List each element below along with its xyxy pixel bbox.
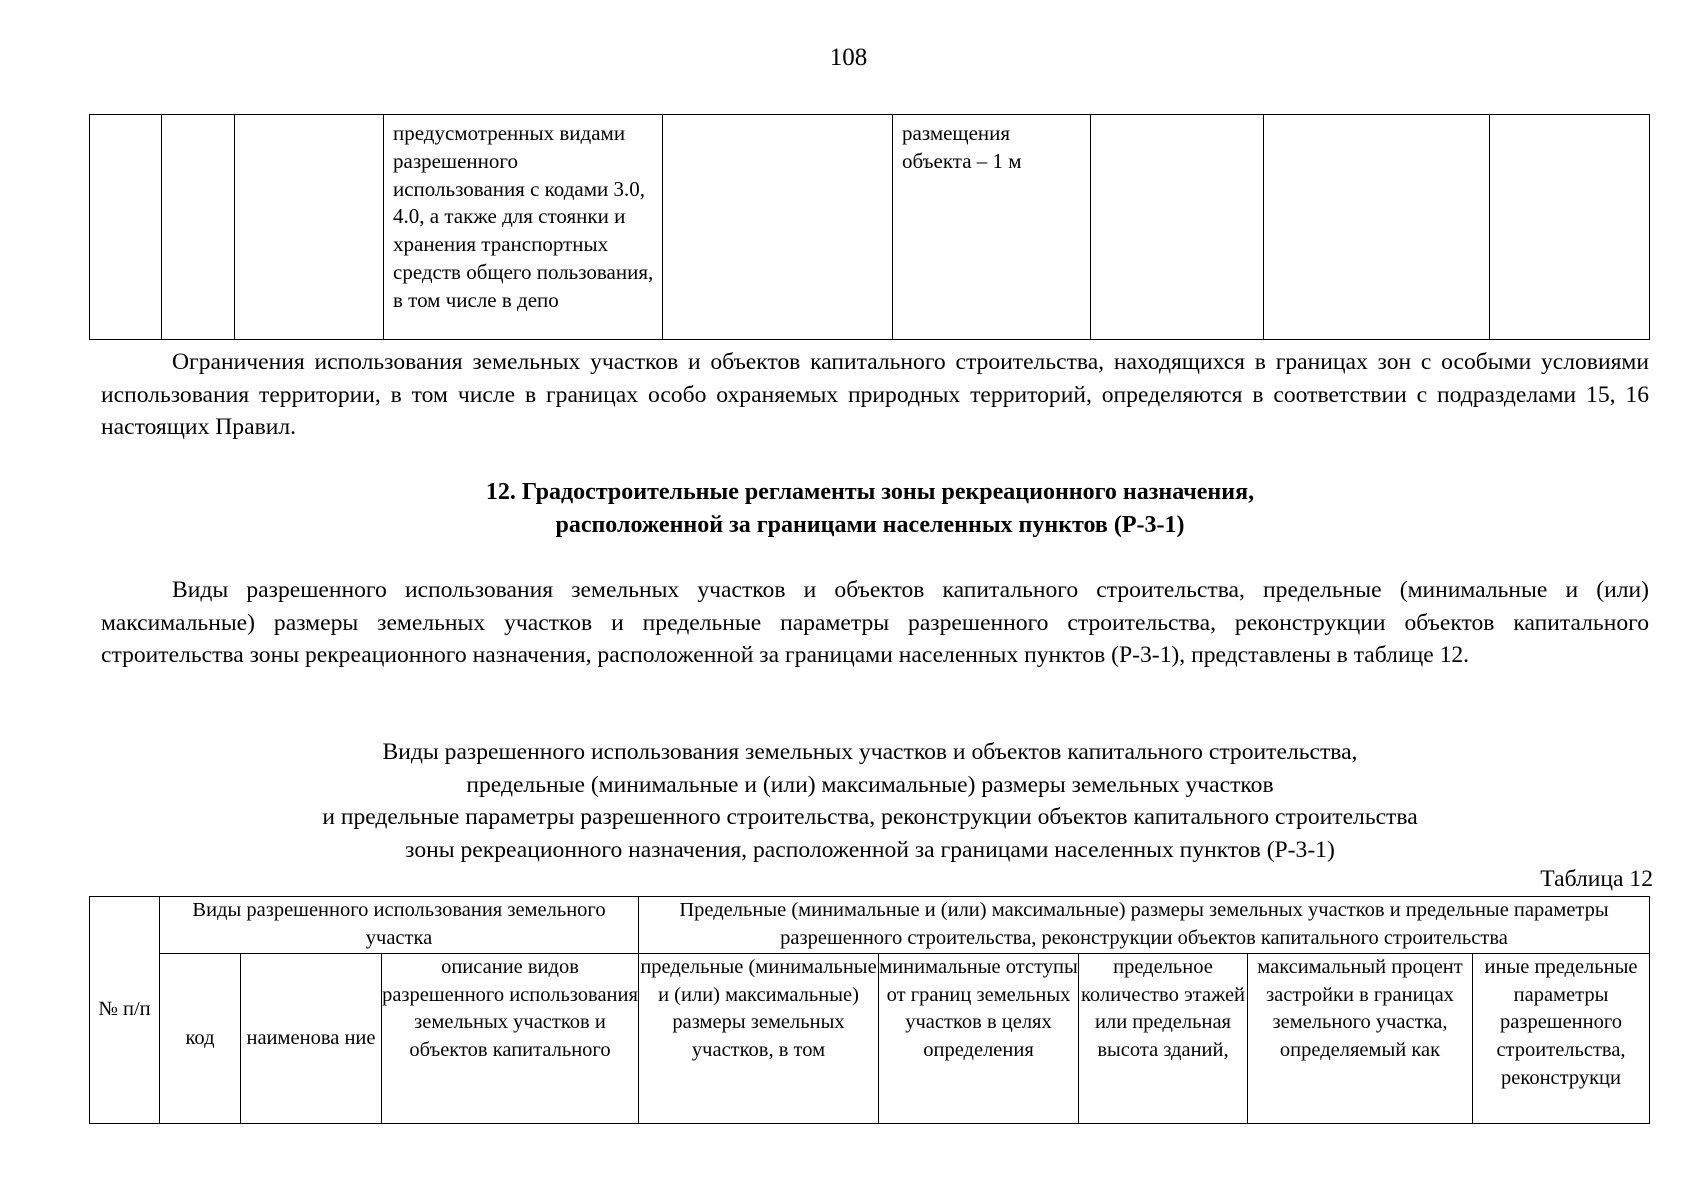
setbacks-cell: размещения объекта – 1 м: [902, 121, 1022, 173]
caption-line: Виды разрешенного использования земельных участков и объектов капитального строительства,: [382, 739, 1358, 765]
table-cell: [162, 115, 235, 340]
caption-line: и предельные параметры разрешенного строительства, реконструкции объектов капитального строительства: [322, 804, 1418, 830]
caption-line: зоны рекреационного назначения, расположенной за границами населенных пунктов (Р-3-1): [405, 836, 1335, 863]
table-cell: [663, 115, 893, 340]
header-code: код: [160, 954, 241, 1124]
section-heading: [90, 476, 1650, 542]
page-number: 108: [829, 44, 868, 71]
header-group-limits: Предельные (минимальные и (или) максимальные) размеры земельных участков и предельные параметры разрешенного строительства, реконструкции объектов капитального строительства: [639, 897, 1650, 954]
section-heading-line: 12. Градостроительные регламенты зоны рекреационного назначения,: [485, 479, 1255, 505]
header-coverage: максимальный процент застройки в границах земельного участка, определяемый как: [1248, 954, 1473, 1124]
header-floors: предельное количество этажей или предельная высота зданий,: [1079, 954, 1248, 1124]
table-cell: [1091, 115, 1264, 340]
table-cell: [1490, 115, 1650, 340]
table-number: Таблица 12: [1540, 866, 1653, 892]
table-cell: [384, 115, 663, 340]
header-sizes: предельные (минимальные и (или) максимальные) размеры земельных участков, в том: [639, 954, 879, 1124]
header-group-types: Виды разрешенного использования земельного участка: [160, 897, 639, 954]
restrictions-paragraph: Ограничения использования земельных участков и объектов капитального строительства, находящихся в границах зон с особыми условиями использования территории, в том числе в границах особо охраняемых природных территорий, определяются в соответствии с подразделами 15, 16 настоящих Правил.: [101, 349, 1649, 440]
header-setbacks: минимальные отступы от границ земельных участков в целях определения: [879, 954, 1079, 1124]
table-cell: [893, 115, 1091, 340]
header-name: наименова ние: [241, 954, 382, 1124]
header-num: № п/п: [90, 897, 160, 1124]
caption-line: предельные (минимальные и (или) максимальные) размеры земельных участков: [466, 771, 1274, 798]
table-cell: [1264, 115, 1490, 340]
table-cell: [90, 115, 162, 340]
types-paragraph: Виды разрешенного использования земельных участков и объектов капитального строительства, предельные (минимальные и (или) максимальные) размеры земельных участков и предельные параметры разрешенного строительства, реконструкции объектов капитального строительства зоны рекреационного назначения, расположенной за границами населенных пунктов (Р-3-1), представлены в таблице 12.: [101, 577, 1649, 668]
table-caption: [90, 736, 1650, 866]
continuation-table: [89, 114, 1650, 340]
header-other: иные предельные параметры разрешенного строительства, реконструкци: [1473, 954, 1650, 1124]
header-description: описание видов разрешенного использования земельных участков и объектов капитального: [382, 954, 639, 1124]
table-cell: [235, 115, 384, 340]
header-table: [89, 896, 1650, 1124]
description-cell: предусмотренных видами разрешенного использования с кодами 3.0, 4.0, а также для стоянки и хранения транспортных средств общего пользования, в том числе в депо: [393, 121, 654, 312]
section-heading-line: расположенной за границами населенных пунктов (Р-3-1): [555, 512, 1185, 538]
